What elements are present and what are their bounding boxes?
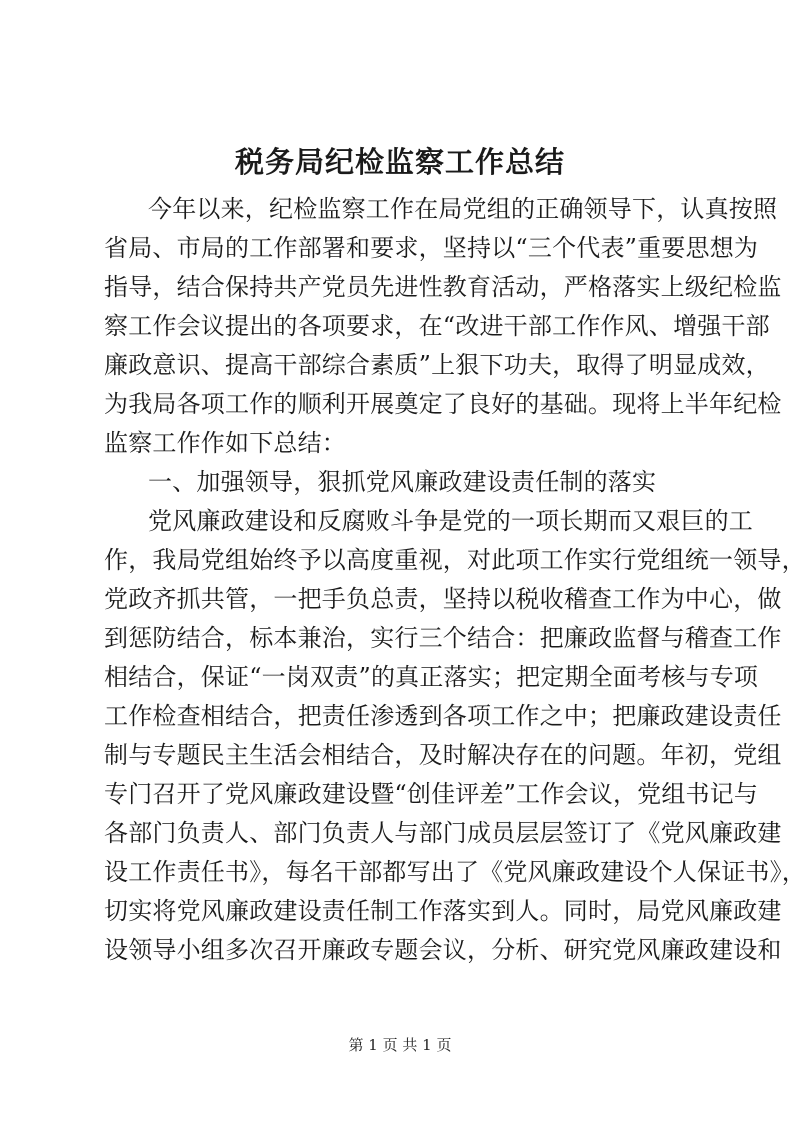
body-line: 党风廉政建设和反腐败斗争是党的一项长期而又艰巨的工 — [148, 507, 753, 535]
body-line: 为我局各项工作的顺利开展奠定了良好的基础。现将上半年纪检 — [104, 390, 782, 418]
body-line: 设工作责任书》，每名干部都写出了《党风廉政建设个人保证书》， — [104, 858, 806, 886]
body-line: 专门召开了党风廉政建设暨“创佳评差”工作会议，党组书记与 — [104, 780, 759, 808]
body-line: 制与专题民主生活会相结合，及时解决存在的问题。年初，党组 — [104, 741, 782, 769]
body-line: 党政齐抓共管，一把手负总责，坚持以税收稽查工作为中心，做 — [104, 585, 782, 613]
body-line: 工作检查相结合，把责任渗透到各项工作之中；把廉政建设责任 — [104, 702, 782, 730]
body-line: 相结合，保证“一岗双责”的真正落实；把定期全面考核与专项 — [104, 663, 759, 691]
body-line: 设领导小组多次召开廉政专题会议，分析、研究党风廉政建设和 — [104, 936, 782, 964]
page-footer: 第 1 页 共 1 页 — [348, 1036, 452, 1054]
body-line: 作，我局党组始终予以高度重视，对此项工作实行党组统一领导， — [104, 546, 806, 574]
body-line: 切实将党风廉政建设责任制工作落实到人。同时，局党风廉政建 — [104, 897, 782, 925]
body-line: 指导，结合保持共产党员先进性教育活动，严格落实上级纪检监 — [104, 273, 782, 301]
body-line: 监察工作作如下总结： — [104, 429, 346, 457]
body-line: 廉政意识、提高干部综合素质”上狠下功夫，取得了明显成效， — [104, 351, 770, 379]
section-heading: 一、加强领导，狠抓党风廉政建设责任制的落实 — [148, 468, 657, 496]
document-body — [104, 190, 806, 970]
document-title: 税务局纪检监察工作总结 — [234, 145, 565, 179]
body-line: 各部门负责人、部门负责人与部门成员层层签订了《党风廉政建 — [104, 819, 782, 847]
body-line: 今年以来，纪检监察工作在局党组的正确领导下，认真按照 — [148, 195, 778, 223]
body-line: 到惩防结合，标本兼治，实行三个结合：把廉政监督与稽查工作 — [104, 624, 782, 652]
body-line: 察工作会议提出的各项要求，在“改进干部工作作风、增强干部 — [104, 312, 770, 340]
body-line: 省局、市局的工作部署和要求，坚持以“三个代表”重要思想为 — [104, 234, 759, 262]
